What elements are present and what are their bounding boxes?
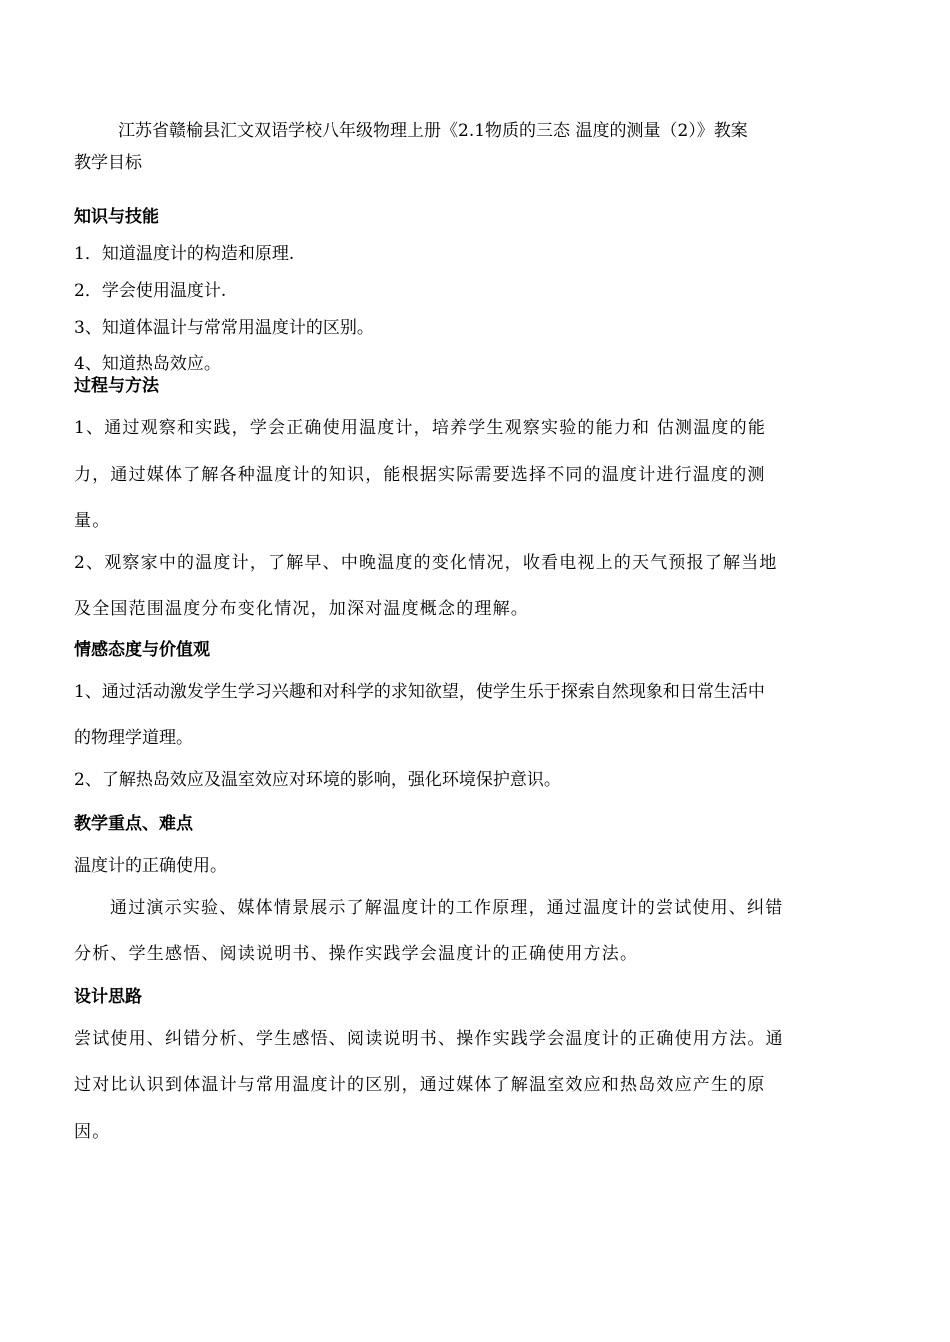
process-line: 力，通过媒体了解各种温度计的知识，能根据实际需要选择不同的温度计进行温度的测 bbox=[74, 465, 766, 485]
objectives-heading: 教学目标 bbox=[74, 153, 142, 173]
attitude-line: 2、了解热岛效应及温室效应对环境的影响，强化环境保护意识。 bbox=[74, 770, 561, 790]
attitude-line: 1、通过活动激发学生学习兴趣和对科学的求知欲望，使学生乐于探索自然现象和日常生活中 bbox=[74, 682, 765, 702]
knowledge-item: 4、知道热岛效应。 bbox=[74, 354, 221, 374]
knowledge-item: 2．学会使用温度计. bbox=[74, 281, 227, 301]
process-line: 量。 bbox=[74, 511, 111, 531]
process-heading: 过程与方法 bbox=[74, 376, 159, 396]
knowledge-item: 3、知道体温计与常常用温度计的区别。 bbox=[74, 318, 374, 338]
design-heading: 设计思路 bbox=[74, 987, 142, 1007]
design-line: 尝试使用、纠错分析、学生感悟、阅读说明书、操作实践学会温度计的正确使用方法。通 bbox=[74, 1029, 784, 1049]
key-points-paragraph: 通过演示实验、媒体情景展示了解温度计的工作原理，通过温度计的尝试使用、纠错 bbox=[110, 898, 784, 918]
knowledge-heading: 知识与技能 bbox=[74, 207, 159, 227]
process-line: 2、观察家中的温度计，了解早、中晚温度的变化情况，收看电视上的天气预报了解当地 bbox=[74, 553, 778, 573]
design-line: 因。 bbox=[74, 1122, 111, 1142]
key-points-paragraph: 分析、学生感悟、阅读说明书、操作实践学会温度计的正确使用方法。 bbox=[74, 944, 639, 964]
document-title: 江苏省赣榆县汇文双语学校八年级物理上册《2.1物质的三态 温度的测量（2）》教案 bbox=[118, 121, 748, 141]
key-points-heading: 教学重点、难点 bbox=[74, 814, 193, 834]
knowledge-item: 1．知道温度计的构造和原理. bbox=[74, 244, 295, 264]
attitude-line: 的物理学道理。 bbox=[74, 728, 193, 748]
process-line: 1、通过观察和实践，学会正确使用温度计，培养学生观察实验的能力和 估测温度的能 bbox=[74, 418, 767, 438]
process-line: 及全国范围温度分布变化情况，加深对温度概念的理解。 bbox=[74, 599, 529, 619]
design-line: 过对比认识到体温计与常用温度计的区别，通过媒体了解温室效应和热岛效应产生的原 bbox=[74, 1075, 766, 1095]
attitude-heading: 情感态度与价值观 bbox=[74, 640, 210, 660]
key-points-line: 温度计的正确使用。 bbox=[74, 856, 227, 876]
